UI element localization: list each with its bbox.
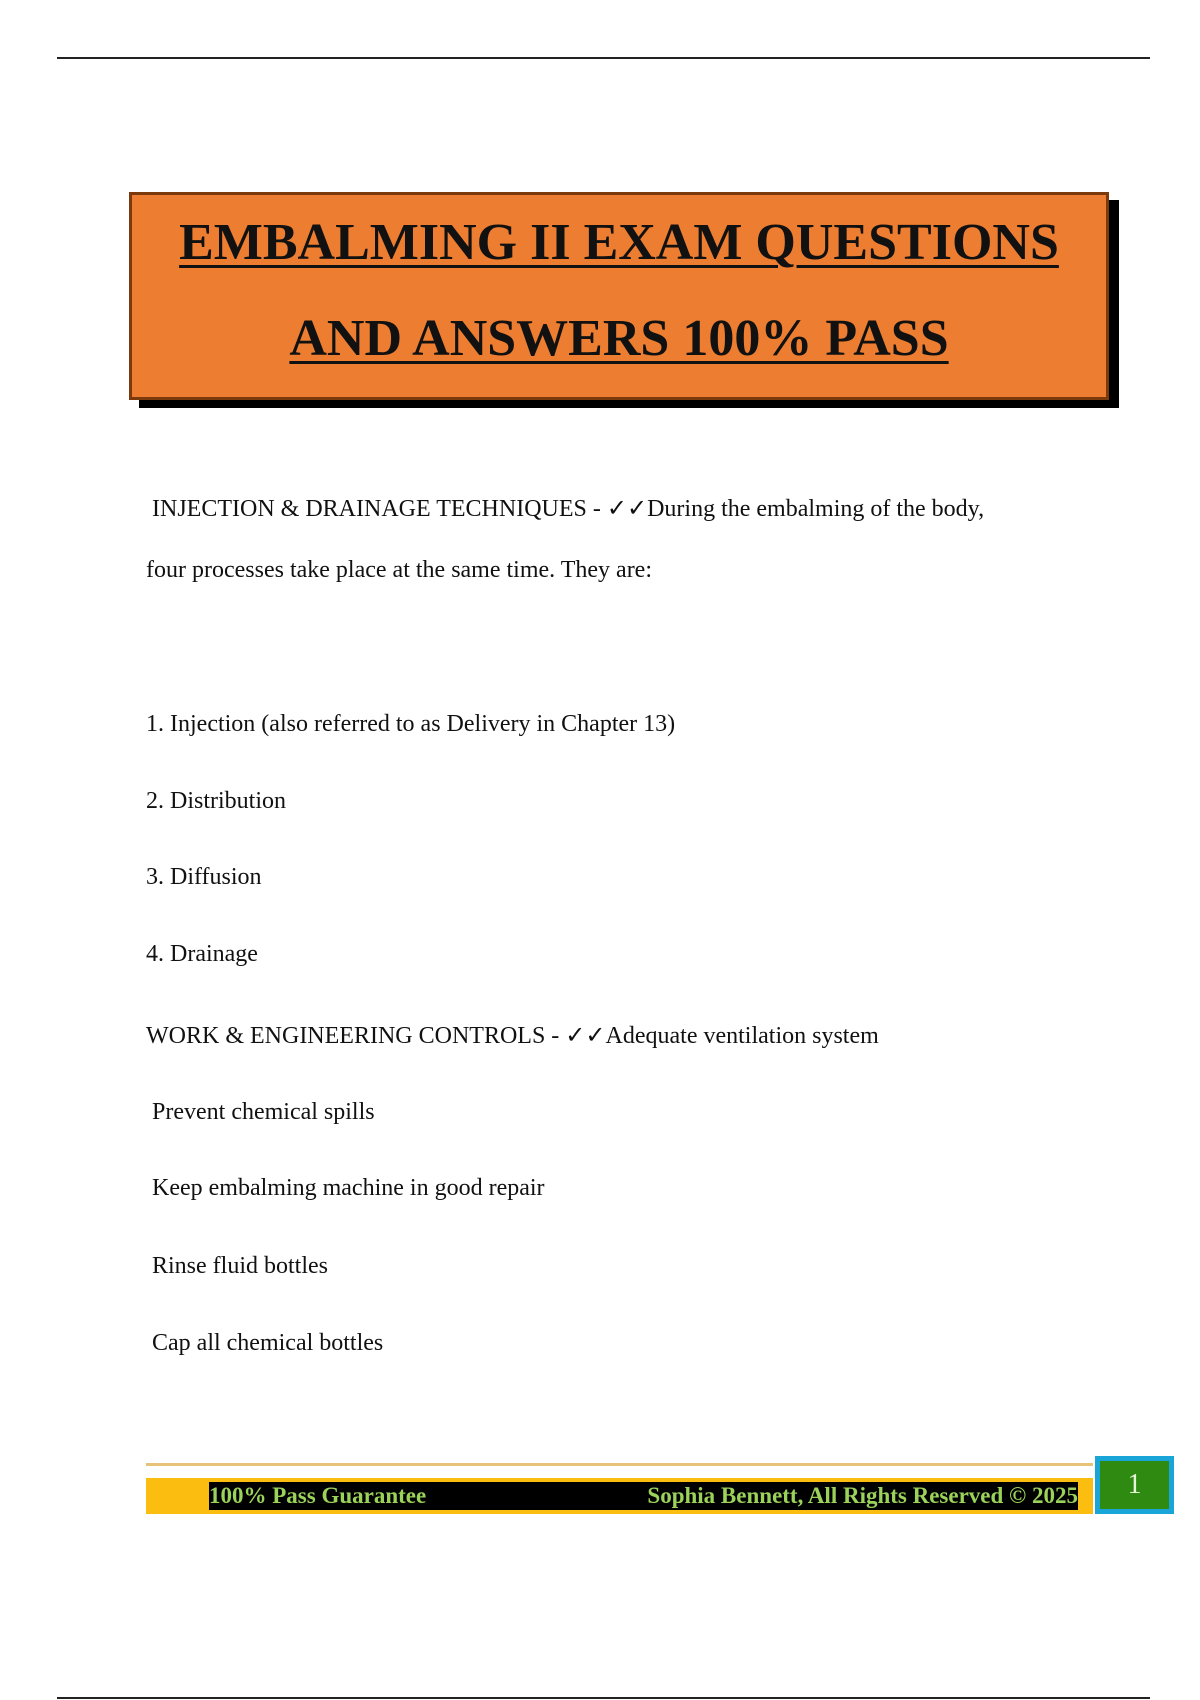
paragraph-line: four processes take place at the same time. They are: [146, 557, 653, 583]
list-item: Prevent chemical spills [152, 1099, 375, 1125]
page-number: 1 [1095, 1456, 1174, 1514]
list-item: 1. Injection (also referred to as Delivery in Chapter 13) [146, 711, 676, 737]
title-line-2: AND ANSWERS 100% PASS [289, 310, 949, 367]
title-line-1: EMBALMING II EXAM QUESTIONS [179, 214, 1059, 271]
list-item: Rinse fluid bottles [152, 1253, 328, 1279]
paragraph-line: INJECTION & DRAINAGE TECHNIQUES - ✓✓During the embalming of the body, [152, 496, 985, 522]
header-rule [57, 57, 1150, 59]
footer-rule [146, 1463, 1093, 1466]
list-item: 3. Diffusion [146, 864, 262, 890]
bottom-rule [57, 1697, 1150, 1699]
footer-text-strip [209, 1482, 1078, 1510]
list-item: 4. Drainage [146, 941, 258, 967]
paragraph-line: WORK & ENGINEERING CONTROLS - ✓✓Adequate ventilation system [146, 1023, 879, 1049]
list-item: Cap all chemical bottles [152, 1330, 384, 1356]
footer-left-text: 100% Pass Guarantee [209, 1483, 427, 1508]
title-box [129, 192, 1109, 400]
footer-right-text: Sophia Bennett, All Rights Reserved © 2025 [647, 1483, 1078, 1508]
list-item: 2. Distribution [146, 788, 287, 814]
footer-bar [146, 1478, 1093, 1514]
list-item: Keep embalming machine in good repair [152, 1175, 545, 1201]
